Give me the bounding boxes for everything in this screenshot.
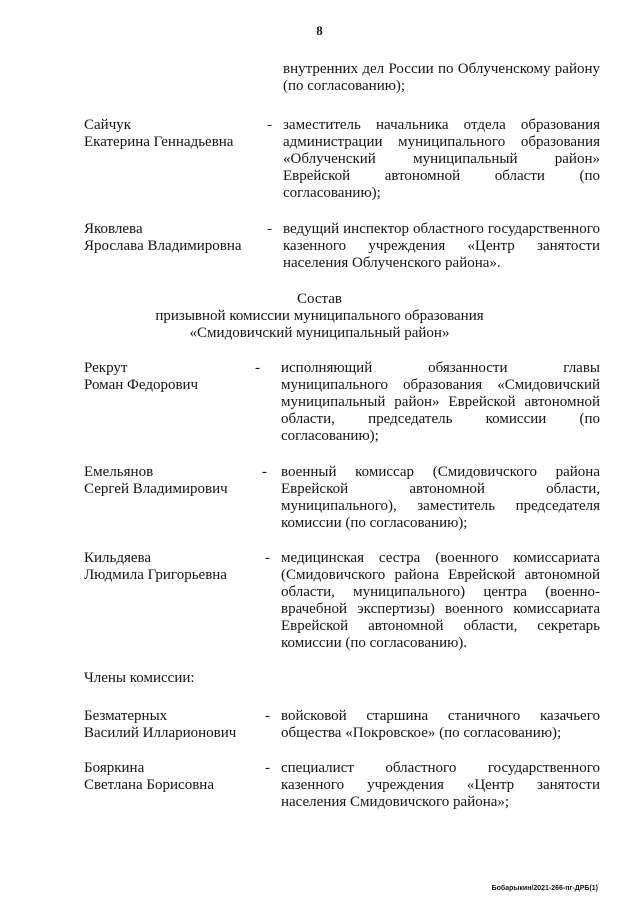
position-description: войсковой старшина станичного казачьего общества «Покровское» (по согласованию); — [281, 708, 600, 741]
dash: - — [265, 760, 270, 776]
position-description: заместитель начальника отдела образования администрации муниципального образования «Облученский муниципальный район» Еврейской автономной области (по согласованию); — [283, 117, 600, 201]
surname: Яковлева — [84, 221, 143, 237]
document-code: Бобарыкин/2021-266-пг-ДРБ(1) — [491, 885, 598, 892]
person-name — [84, 221, 260, 255]
section-title-line: Состав — [296, 291, 342, 307]
position-description: ведущий инспектор областного государственного казенного учреждения «Центр занятости населения Облученского района». — [283, 221, 600, 271]
surname: Бояркина — [84, 760, 145, 776]
position-description: военный комиссар (Смидовичского района Еврейской автономной области, муниципального), заместитель председателя комиссии (по согласованию); — [281, 464, 600, 531]
continuation-text: внутренних дел России по Облученскому району (по согласованию); — [283, 61, 600, 94]
given-names: Роман Федорович — [84, 377, 199, 393]
members-heading: Члены комиссии: — [84, 670, 195, 686]
dash: - — [265, 708, 270, 724]
page-number: 8 — [316, 23, 323, 38]
dash: - — [265, 550, 270, 566]
given-names: Екатерина Геннадьевна — [84, 134, 234, 150]
dash: - — [255, 360, 260, 376]
dash: - — [262, 464, 267, 480]
position-description: специалист областного государственного казенного учреждения «Центр занятости населения Смидовичского района»; — [281, 760, 600, 810]
given-names: Светлана Борисовна — [84, 777, 214, 793]
section-title — [0, 291, 639, 342]
surname: Безматерных — [84, 708, 168, 724]
given-names: Сергей Владимирович — [84, 481, 228, 497]
position-description: исполняющий обязанности главы муниципального образования «Смидовичский муниципальный район» Еврейской автономной области, председатель комиссии (по согласованию); — [281, 360, 600, 444]
position-description: медицинская сестра (военного комиссариата (Смидовичского района Еврейской автономной области, муниципального) центра (военно-врачебной экспертизы) военного комиссариата Еврейской автономной области, секретарь комиссии (по согласованию). — [281, 550, 600, 651]
person-name — [84, 708, 260, 742]
surname: Сайчук — [84, 117, 132, 133]
given-names: Ярослава Владимировна — [84, 238, 242, 254]
section-title-line: призывной комиссии муниципального образования — [155, 308, 484, 324]
given-names: Василий Илларионович — [84, 725, 237, 741]
dash: - — [267, 221, 272, 237]
person-name — [84, 117, 260, 151]
section-title-line: «Смидовичский муниципальный район» — [189, 325, 450, 341]
person-name — [84, 464, 260, 498]
surname: Кильдяева — [84, 550, 152, 566]
dash: - — [267, 117, 272, 133]
given-names: Людмила Григорьевна — [84, 567, 227, 583]
surname: Емельянов — [84, 464, 154, 480]
person-name — [84, 550, 260, 584]
surname: Рекрут — [84, 360, 128, 376]
person-name — [84, 360, 260, 394]
person-name — [84, 760, 260, 794]
